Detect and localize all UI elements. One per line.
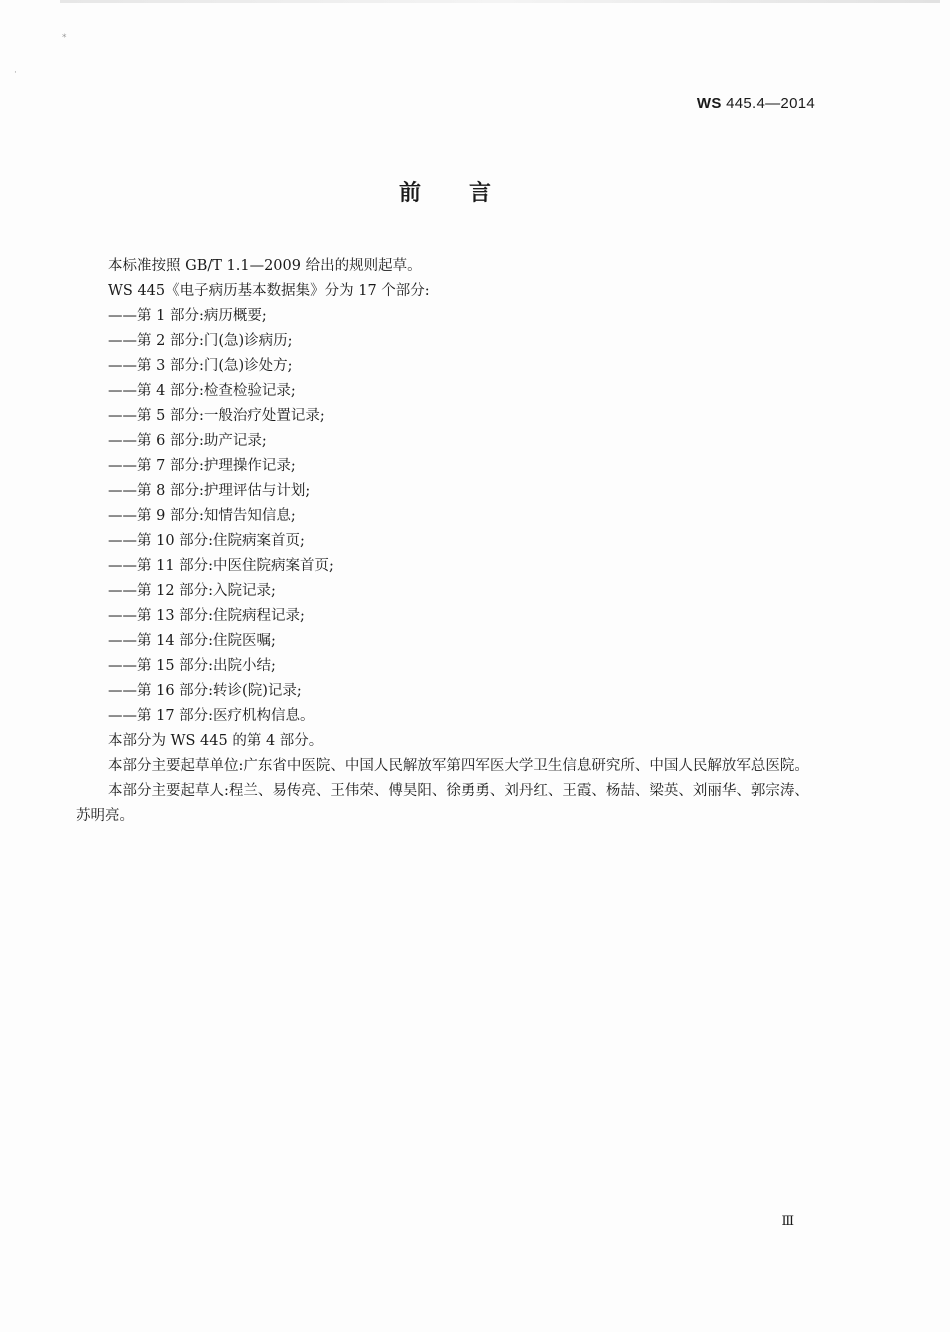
parts-list-item: ——第 13 部分:住院病程记录; <box>108 608 305 624</box>
parts-list <box>76 304 818 729</box>
foreword-body <box>76 254 818 829</box>
page-title: 前言 <box>398 181 539 206</box>
parts-list-item: ——第 5 部分:一般治疗处置记录; <box>108 408 325 424</box>
parts-list-item: ——第 6 部分:助产记录; <box>108 433 267 449</box>
parts-list-item: ——第 12 部分:入院记录; <box>108 583 276 599</box>
drafting-units-paragraph: 本部分主要起草单位:广东省中医院、中国人民解放军第四军医大学卫生信息研究所、中国人民解放军总医院。 <box>108 758 809 774</box>
parts-list-item: ——第 10 部分:住院病案首页; <box>108 533 305 549</box>
parts-list-item: ——第 1 部分:病历概要; <box>108 308 267 324</box>
standard-code <box>697 95 815 112</box>
parts-list-item: ——第 15 部分:出院小结; <box>108 658 276 674</box>
scan-speck: · <box>14 68 17 78</box>
parts-list-item: ——第 8 部分:护理评估与计划; <box>108 483 311 499</box>
page-number: Ⅲ <box>781 1214 794 1229</box>
parts-list-item: ——第 17 部分:医疗机构信息。 <box>108 708 315 724</box>
drafters-paragraph: 本部分主要起草人:程兰、易传亮、王伟荣、傅昊阳、徐勇勇、刘丹红、王霞、杨喆、梁英、刘丽华、郭宗涛、苏明亮。 <box>76 783 809 824</box>
this-part-paragraph: 本部分为 WS 445 的第 4 部分。 <box>108 733 324 749</box>
parts-list-item: ——第 14 部分:住院医嘱; <box>108 633 276 649</box>
parts-list-item: ——第 4 部分:检查检验记录; <box>108 383 296 399</box>
parts-list-item: ——第 11 部分:中医住院病案首页; <box>108 558 334 574</box>
parts-intro-paragraph: WS 445《电子病历基本数据集》分为 17 个部分: <box>108 283 430 299</box>
parts-list-item: ——第 2 部分:门(急)诊病历; <box>108 333 293 349</box>
drafting-rule-paragraph: 本标准按照 GB/T 1.1—2009 给出的规则起草。 <box>108 258 422 274</box>
parts-list-item: ——第 7 部分:护理操作记录; <box>108 458 296 474</box>
parts-list-item: ——第 9 部分:知情告知信息; <box>108 508 296 524</box>
scan-speck: * <box>62 33 67 43</box>
standard-number: 445.4—2014 <box>726 95 815 112</box>
standard-prefix: WS <box>696 95 722 112</box>
scan-edge-line <box>60 0 940 3</box>
parts-list-item: ——第 16 部分:转诊(院)记录; <box>108 683 302 699</box>
parts-list-item: ——第 3 部分:门(急)诊处方; <box>108 358 293 374</box>
